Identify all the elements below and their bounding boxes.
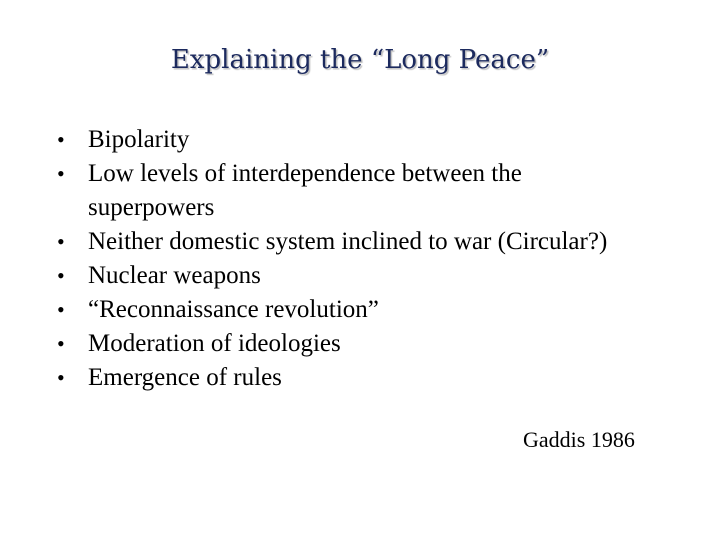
bullet-icon: • <box>57 161 65 186</box>
list-item <box>57 225 617 259</box>
bullet-text: Nuclear weapons <box>88 262 261 289</box>
bullet-icon: • <box>57 297 65 322</box>
bullet-text: Neither domestic system inclined to war (Circular?) <box>88 228 608 255</box>
bullet-text: “Reconnaissance revolution” <box>88 296 379 323</box>
list-item <box>57 123 617 157</box>
list-item <box>57 293 617 327</box>
list-item <box>57 157 617 225</box>
bullet-text: Moderation of ideologies <box>88 330 341 357</box>
bullet-text: Low levels of interdependence between the superpowers <box>88 160 522 221</box>
bullet-icon: • <box>57 365 65 390</box>
list-item <box>57 259 617 293</box>
citation: Gaddis 1986 <box>523 427 635 452</box>
bullet-list <box>57 123 617 395</box>
list-item <box>57 361 617 395</box>
bullet-icon: • <box>57 229 65 254</box>
slide-title: Explaining the “Long Peace” <box>170 45 550 75</box>
bullet-icon: • <box>57 127 65 152</box>
bullet-text: Emergence of rules <box>88 364 282 391</box>
bullet-icon: • <box>57 263 65 288</box>
bullet-text: Bipolarity <box>88 126 190 153</box>
list-item <box>57 327 617 361</box>
bullet-icon: • <box>57 331 65 356</box>
